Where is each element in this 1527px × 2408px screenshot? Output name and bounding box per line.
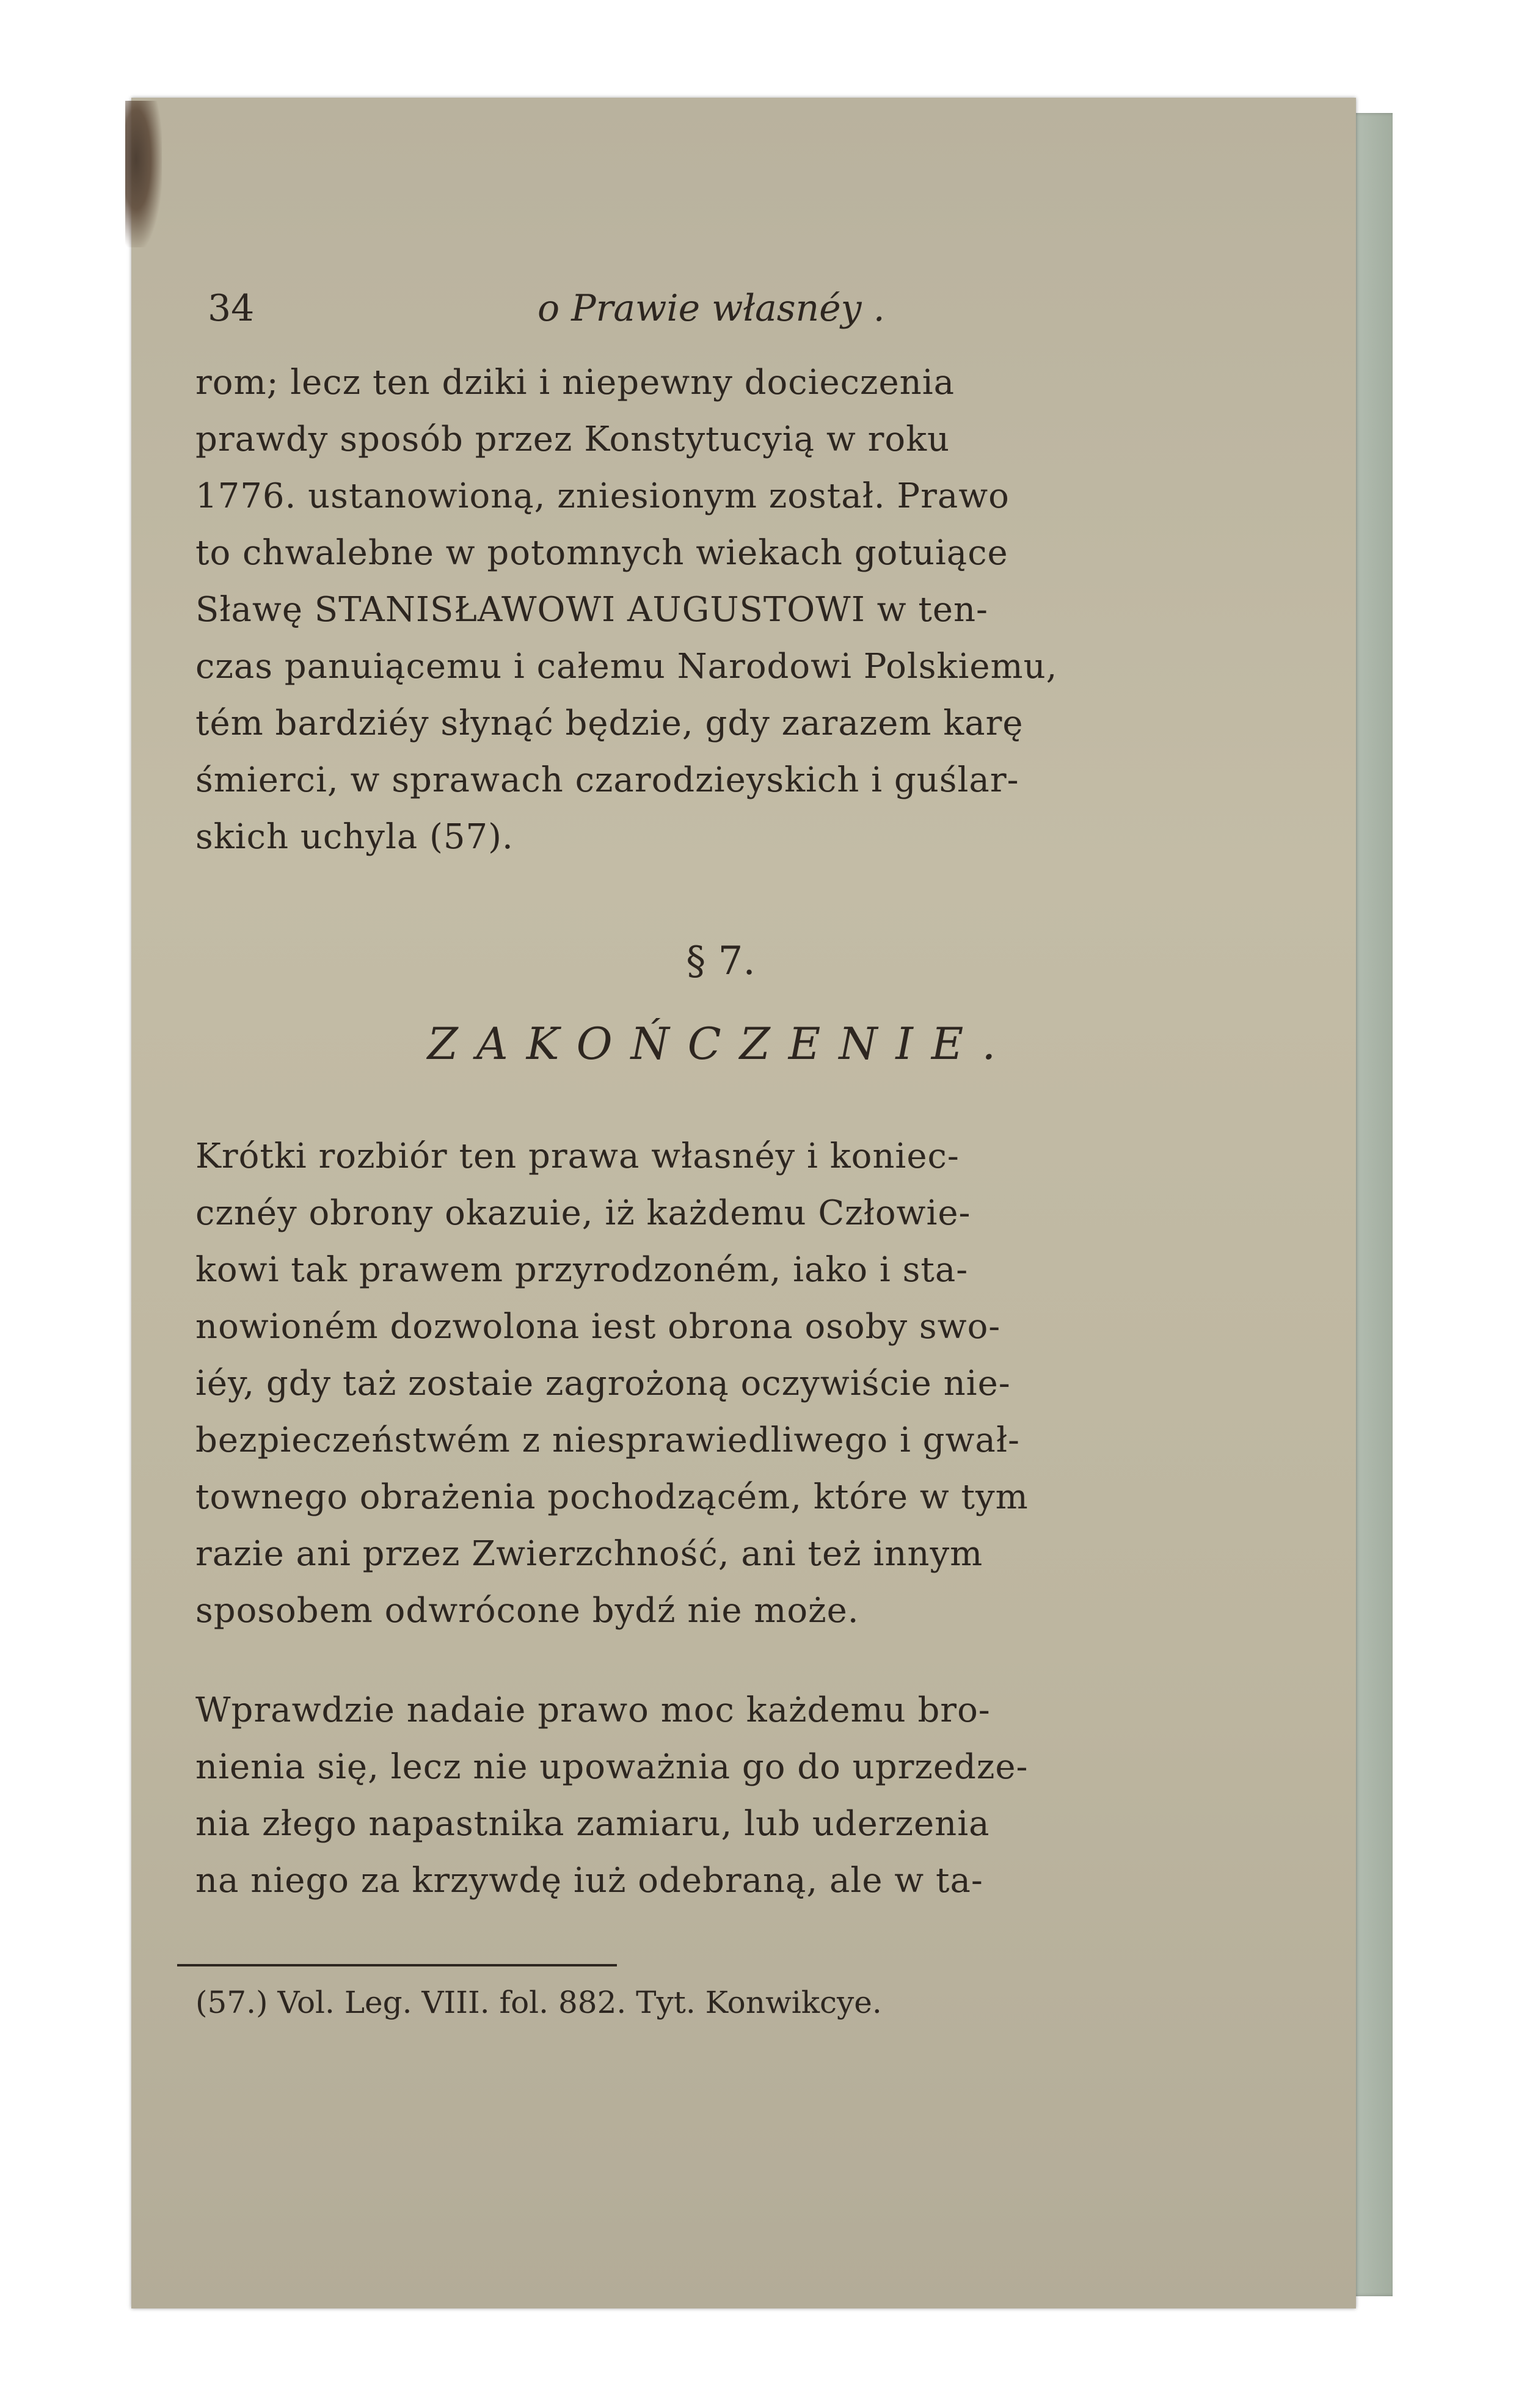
section-number: § 7.: [686, 939, 756, 984]
binding-stain: [125, 101, 162, 247]
paragraph-line: townego obrażenia pochodzącém, które w tym: [195, 1477, 1029, 1517]
paragraph-line: kowi tak prawem przyrodzoném, iako i sta-: [195, 1250, 969, 1290]
paragraph-line: Sławę STANISŁAWOWI AUGUSTOWI w ten-: [195, 590, 988, 630]
paragraph-line: śmierci, w sprawach czarodzieyskich i guślar-: [195, 760, 1019, 800]
paragraph-line: rom; lecz ten dziki i niepewny docieczenia: [195, 363, 955, 402]
paragraph-line: sposobem odwrócone bydź nie może.: [195, 1591, 859, 1631]
paragraph-line: nia złego napastnika zamiaru, lub uderzenia: [195, 1804, 990, 1844]
paragraph-line: Krótki rozbiór ten prawa własnéy i koniec-: [195, 1137, 960, 1176]
paragraph-line: razie ani przez Zwierzchność, ani też innym: [195, 1534, 983, 1574]
paragraph-line: skich uchyla (57).: [195, 817, 514, 857]
paragraph-line: to chwalebne w potomnych wiekach gotuiące: [195, 533, 1008, 573]
paragraph-1: [195, 354, 1246, 865]
paragraph-2: [195, 1128, 1246, 1639]
paragraph-line: Wprawdzie nadaie prawo moc każdemu bro-: [195, 1690, 991, 1730]
paragraph-line: nowioném dozwolona iest obrona osoby swo-: [195, 1307, 1001, 1347]
paragraph-line: prawdy sposób przez Konstytucyią w roku: [195, 420, 950, 459]
paragraph-line: 1776. ustanowioną, zniesionym został. Prawo: [195, 476, 1010, 516]
paragraph-line: bezpieczeństwém z niesprawiedliwego i gwał-: [195, 1420, 1020, 1460]
paragraph-line: nienia się, lecz nie upoważnia go do uprzedze-: [195, 1747, 1029, 1787]
paragraph-line: tém bardziéy słynąć będzie, gdy zarazem karę: [195, 704, 1024, 743]
paragraph-line: na niego za krzywdę iuż odebraną, ale w ta-: [195, 1861, 983, 1901]
footnote: (57.) Vol. Leg. VIII. fol. 882. Tyt. Konwikcye.: [195, 1985, 882, 2020]
paragraph-line: czas panuiącemu i całemu Narodowi Polskiemu,: [195, 647, 1058, 686]
footnote-rule: [177, 1964, 617, 1966]
section-title: ZAKOŃCZENIE.: [427, 1018, 1015, 1069]
running-head: [195, 287, 1246, 354]
running-title: o Prawie własnéy .: [538, 287, 885, 330]
text-block: [195, 287, 1246, 2020]
page-number: 34: [208, 287, 255, 330]
paragraph-line: iéy, gdy taż zostaie zagrożoną oczywiście nie-: [195, 1364, 1011, 1403]
paragraph-3: [195, 1682, 1246, 1909]
paragraph-line: cznéy obrony okazuie, iż każdemu Człowie-: [195, 1193, 971, 1233]
